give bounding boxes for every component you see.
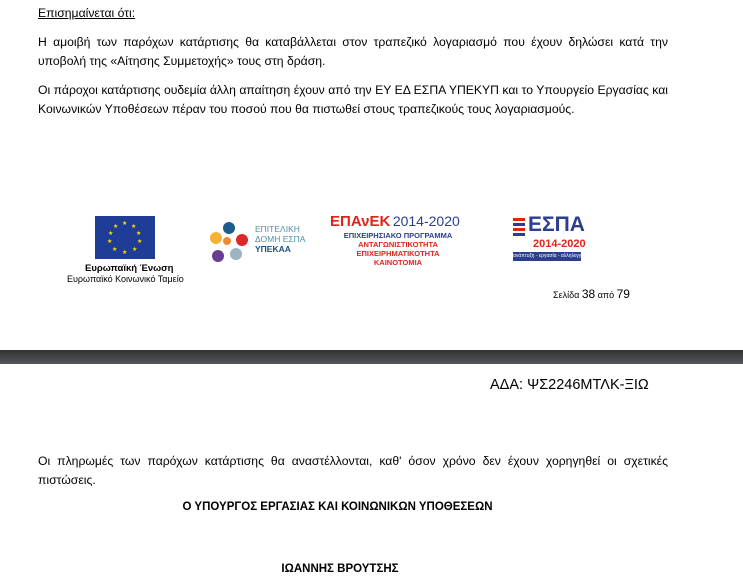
edeespa-line-3: ΥΠΕΚΑΑ	[255, 244, 291, 254]
edeespa-line-2: ΔΟΜΗ ΕΣΠΑ	[255, 234, 306, 244]
ada-code: ΑΔΑ: ΨΣ2246ΜΤΛΚ-ΞΙΩ	[490, 377, 649, 393]
espa-years: 2014-2020	[533, 238, 586, 250]
epanek-line: ΚΑΙΝΟΤΟΜΙΑ	[373, 258, 423, 267]
epanek-logo	[330, 213, 460, 230]
page-total: 79	[616, 287, 630, 301]
edeespa-line-1: ΕΠΙΤΕΛΙΚΗ	[255, 224, 300, 234]
epanek-title: ΕΠΑνΕΚ	[330, 213, 391, 230]
payments-paragraph: Οι πληρωμές των παρόχων κατάρτισης θα αναστέλλονται, καθ' όσον χρόνο δεν έχουν χορηγηθεί οι σχετικές πιστώσεις.	[38, 454, 668, 487]
epanek-line: ΑΝΤΑΓΩΝΙΣΤΙΚΟΤΗΤΑ	[358, 240, 438, 249]
epanek-lines	[332, 231, 464, 267]
espa-logo	[513, 213, 587, 263]
eu-flag-logo: ★ ★ ★ ★ ★ ★ ★ ★ ★ ★	[95, 216, 155, 259]
espa-tagline: ανάπτυξη - εργασία - αλληλεγγύη	[513, 253, 587, 259]
page-separator	[0, 350, 743, 364]
page-current: 38	[581, 287, 596, 301]
epanek-years: 2014-2020	[392, 213, 460, 229]
edeespa-logo-icon	[208, 220, 250, 264]
eu-subtitle: Ευρωπαϊκό Κοινωνικό Ταμείο	[67, 274, 184, 284]
epanek-line: ΕΠΙΧΕΙΡΗΣΙΑΚΟ ΠΡΟΓΡΑΜΜΑ	[343, 231, 453, 240]
eu-title: Ευρωπαϊκή Ένωση	[85, 263, 174, 274]
espa-title: ΕΣΠΑ	[528, 213, 585, 236]
page-number	[553, 287, 630, 301]
minister-title: Ο ΥΠΟΥΡΓΟΣ ΕΡΓΑΣΙΑΣ ΚΑΙ ΚΟΙΝΩΝΙΚΩΝ ΥΠΟΘΕΣΕΩΝ	[182, 501, 493, 513]
epanek-line: ΕΠΙΧΕΙΡΗΜΑΤΙΚΟΤΗΤΑ	[356, 249, 440, 258]
payment-paragraph: Η αμοιβή των παρόχων κατάρτισης θα καταβάλλεται στον τραπεζικό λογαριασμό που έχουν δηλώσει κατά την υποβολή της «Αίτησης Συμμετοχής» τους στη δράση.	[38, 35, 668, 68]
providers-paragraph: Οι πάροχοι κατάρτισης ουδεμία άλλη απαίτηση έχουν από την ΕΥ ΕΔ ΕΣΠΑ ΥΠΕΚΥΠ και το Υπουργείο Εργασίας και Κοινωνικών Υποθέσεων πέραν του ποσού που θα πιστωθεί στους τραπεζικούς τους λογαριασμούς.	[38, 83, 668, 116]
espa-stripes-icon	[513, 218, 525, 238]
page-label: Σελίδα	[553, 290, 580, 300]
notes-heading: Επισημαίνεται ότι:	[38, 6, 136, 20]
edeespa-text	[255, 224, 305, 254]
minister-name: ΙΩΑΝΝΗΣ ΒΡΟΥΤΣΗΣ	[281, 563, 399, 575]
page-of: από	[597, 290, 615, 300]
